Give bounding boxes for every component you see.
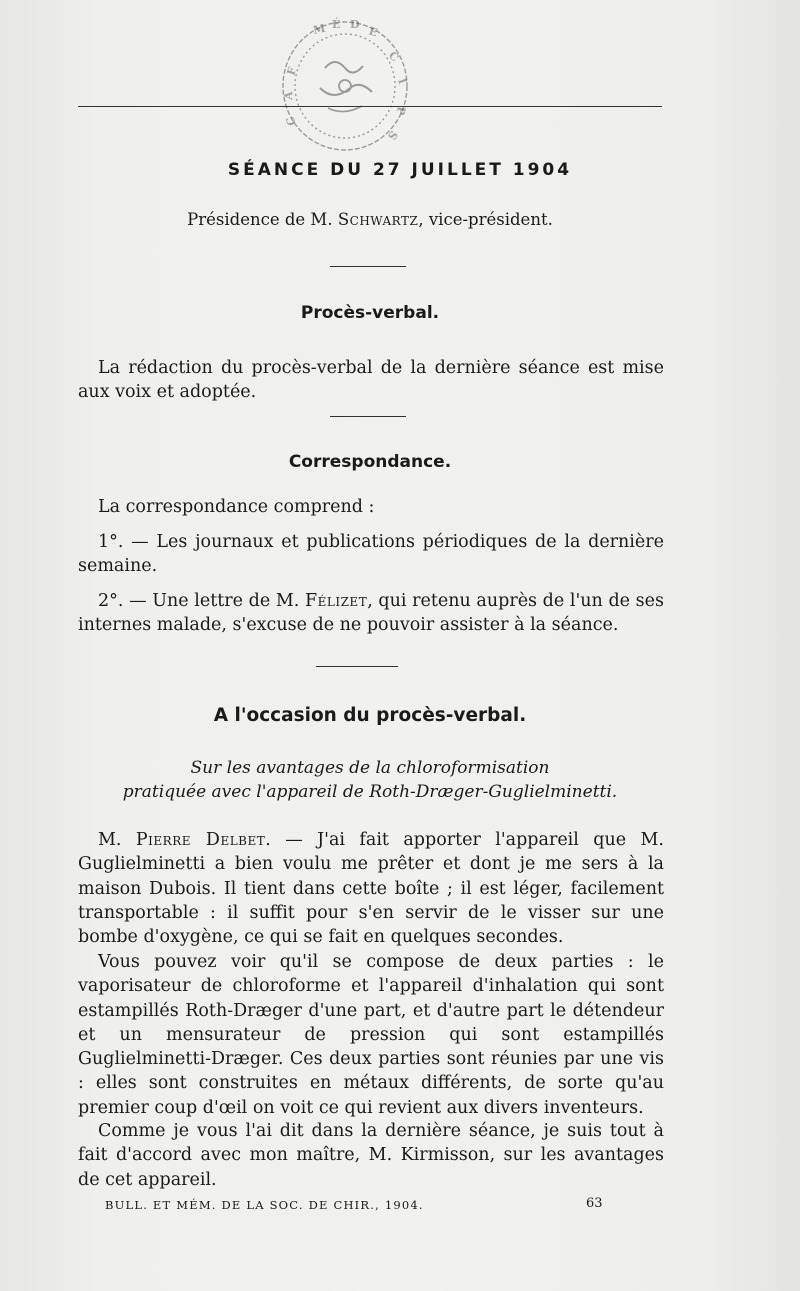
svg-text:I: I: [395, 76, 410, 86]
president-name: Schwartz: [337, 210, 419, 229]
occasion-subtitle: [0, 756, 740, 804]
presidence-suffix: , vice-président.: [418, 210, 553, 229]
section-divider: [330, 266, 406, 267]
item-number: 1°.: [98, 532, 124, 552]
session-title: SÉANCE DU 27 JUILLET 1904: [227, 160, 573, 180]
section-divider: [330, 416, 406, 417]
page-number: 63: [586, 1196, 603, 1211]
proces-verbal-text: La rédaction du procès-verbal de la dernière séance est mise aux voix et adoptée.: [78, 358, 664, 403]
occasion-heading: A l'occasion du procès-verbal.: [213, 705, 527, 726]
delbet-paragraph-1: [78, 828, 664, 949]
item-text: — Les journaux et publications périodiques de la dernière semaine.: [78, 532, 664, 577]
svg-text:D: D: [350, 18, 360, 31]
delbet-paragraph-3: Comme je vous l'ai dit dans la dernière séance, je suis tout à fait d'accord avec mon maître, M. Kirmisson, sur les avantages de cet appareil.: [78, 1121, 664, 1190]
svg-text:F: F: [284, 65, 300, 77]
svg-text:C: C: [385, 48, 402, 65]
item-number: 2°.: [98, 591, 124, 611]
presidence-line: [0, 210, 740, 229]
speaker-prefix: M.: [98, 830, 136, 850]
section-divider: [316, 666, 398, 667]
presidence-prefix: Présidence de M.: [187, 210, 338, 229]
correspondance-item-2: [78, 589, 664, 638]
item-prefix: — Une lettre de M.: [123, 591, 305, 611]
correspondance-item-1: [78, 530, 664, 579]
delbet-paragraph-2: Vous pouvez voir qu'il se compose de deux parties : le vaporisateur de chloroforme et l'appareil d'inhalation qui sont estampillés Roth-Dræger d'une part, et d'autre part le détendeur et un mensurateur de pression qui sont estampillés Guglielminetti-Dræger. Ces deux parties sont réunies par une vis : elles sont construites en métaux différents, de sorte qu'au premier coup d'œil on voit ce qui revient aux divers inventeurs.: [78, 952, 664, 1118]
svg-text:M: M: [311, 21, 327, 37]
item-suffix: , qui retenu auprès de l'un de ses internes malade, s'excuse de ne pouvoir assister à la séance.: [78, 591, 664, 636]
paragraph-text: . — J'ai fait apporter l'appareil que M. Guglielminetti a bien voulu me prêter et dont je me sers à la maison Dubois. Il tient dans cette boîte ; il est léger, facilement transportable : il suffit pour s'en servir de le visser sur une bombe d'oxygène, ce qui se fait en quelques secondes.: [78, 830, 664, 948]
correspondance-heading: Correspondance.: [288, 452, 452, 472]
library-stamp-icon: [270, 8, 420, 158]
svg-text:C: C: [283, 114, 299, 128]
svg-text:E: E: [367, 24, 380, 40]
correspondance-intro: La correspondance comprend :: [98, 497, 375, 517]
speaker-name: Pierre Delbet: [135, 830, 266, 850]
top-rule: [78, 106, 662, 107]
journal-footer: BULL. ET MÉM. DE LA SOC. DE CHIR., 1904.: [105, 1198, 424, 1212]
member-name: Félizet: [304, 591, 368, 611]
svg-text:É: É: [332, 18, 341, 31]
svg-text:P: P: [393, 105, 408, 116]
svg-text:S: S: [384, 128, 401, 143]
proces-verbal-heading: Procès-verbal.: [300, 303, 440, 323]
svg-text:A: A: [282, 91, 296, 101]
subtitle-line-1: Sur les avantages de la chloroformisation: [190, 758, 550, 778]
subtitle-line-2: pratiquée avec l'appareil de Roth-Dræger-Guglielminetti.: [122, 782, 618, 802]
